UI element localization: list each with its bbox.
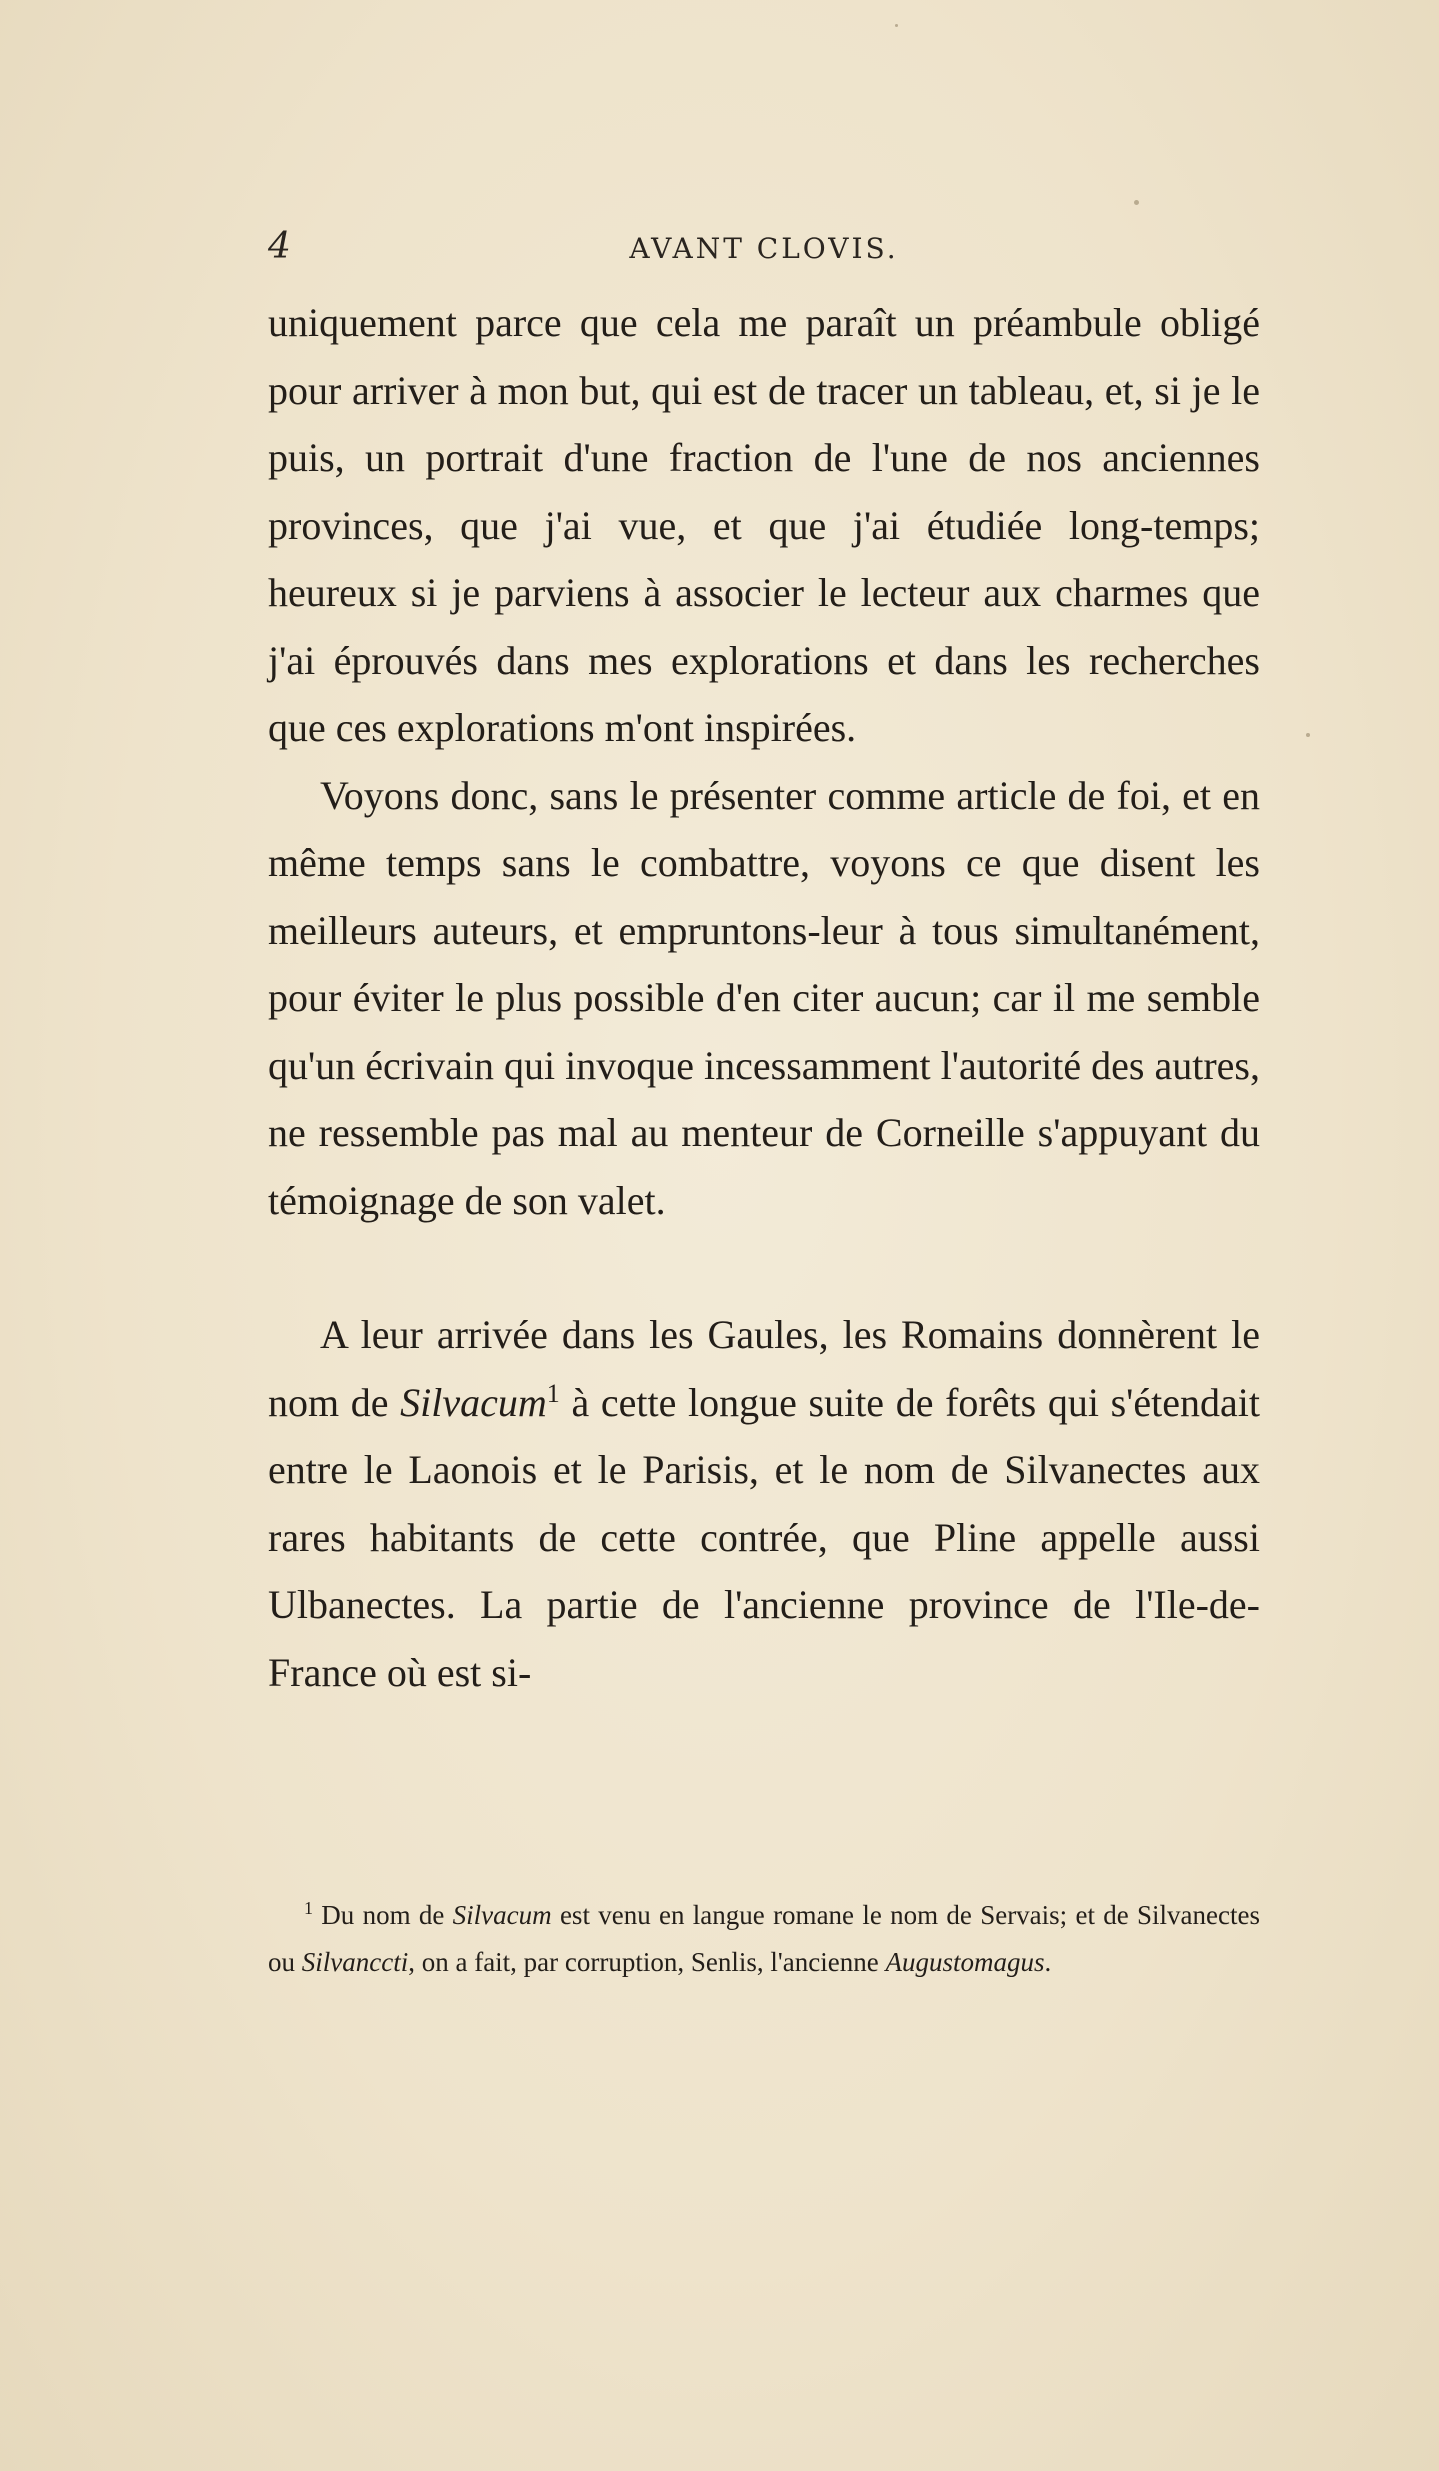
- paragraph-3-text-end: à cette longue suite de forêts qui s'étendait entre le Laonois et le Parisis, et le nom de Silvanectes aux rares habitants de cette contrée, que Pline appelle aussi Ulbanectes. La partie de l'ancienne province de l'Ile-de-France où est si-: [268, 1379, 1260, 1695]
- paragraph-3-text-start: A leur arrivée dans les Gaules, les Romains donnèrent le nom de: [268, 1312, 1260, 1425]
- footnote-text-4: .: [1044, 1947, 1052, 1977]
- footnote-marker: 1: [304, 1898, 313, 1918]
- footnote-term-silvancecti: Silvanccti: [301, 1947, 409, 1977]
- page-header: [268, 226, 1260, 276]
- running-title: AVANT CLOVIS.: [629, 232, 899, 265]
- body-text: [268, 289, 1260, 1706]
- paragraph-1: uniquement parce que cela me paraît un préambule obligé pour arriver à mon but, qui est de tracer un tableau, et, si je le puis, un portrait d'une fraction de l'une de nos anciennes provinces, que j'ai vue, et que j'ai étudiée long-temps; heureux si je parviens à associer le lecteur aux charmes que j'ai éprouvés dans mes explorations et dans les recherches que ces explorations m'ont inspirées.: [268, 300, 1260, 750]
- paper-speck: [1306, 733, 1310, 737]
- paragraph-2: Voyons donc, sans le présenter comme article de foi, et en même temps sans le combattre, voyons ce que disent les meilleurs auteurs, et empruntons-leur à tous simultanément, pour éviter le plus possible d'en citer aucun; car il me semble qu'un écrivain qui invoque incessamment l'autorité des autres, ne ressemble pas mal au menteur de Corneille s'appuyant du témoignage de son valet.: [268, 772, 1260, 1223]
- paragraph-3: [268, 1301, 1260, 1706]
- footnote-term-silvacum: Silvacum: [452, 1900, 552, 1930]
- paper-speck: [895, 24, 898, 27]
- footnote-term-augustomagus: Augustomagus: [885, 1947, 1045, 1977]
- paper-speck: [1134, 200, 1139, 205]
- page-number: 4: [268, 226, 291, 267]
- footnote-text-2: est venu en langue romane le nom de Servais; et de Silvanectes ou: [268, 1900, 1260, 1977]
- footnote-text-3: , on a fait, par corruption, Senlis, l'ancienne: [408, 1947, 886, 1977]
- footnote-text-1: Du nom de: [321, 1900, 453, 1930]
- term-silvacum: Silvacum: [400, 1379, 547, 1425]
- footnote: [268, 1892, 1260, 1986]
- footnote-reference: 1: [546, 1378, 560, 1408]
